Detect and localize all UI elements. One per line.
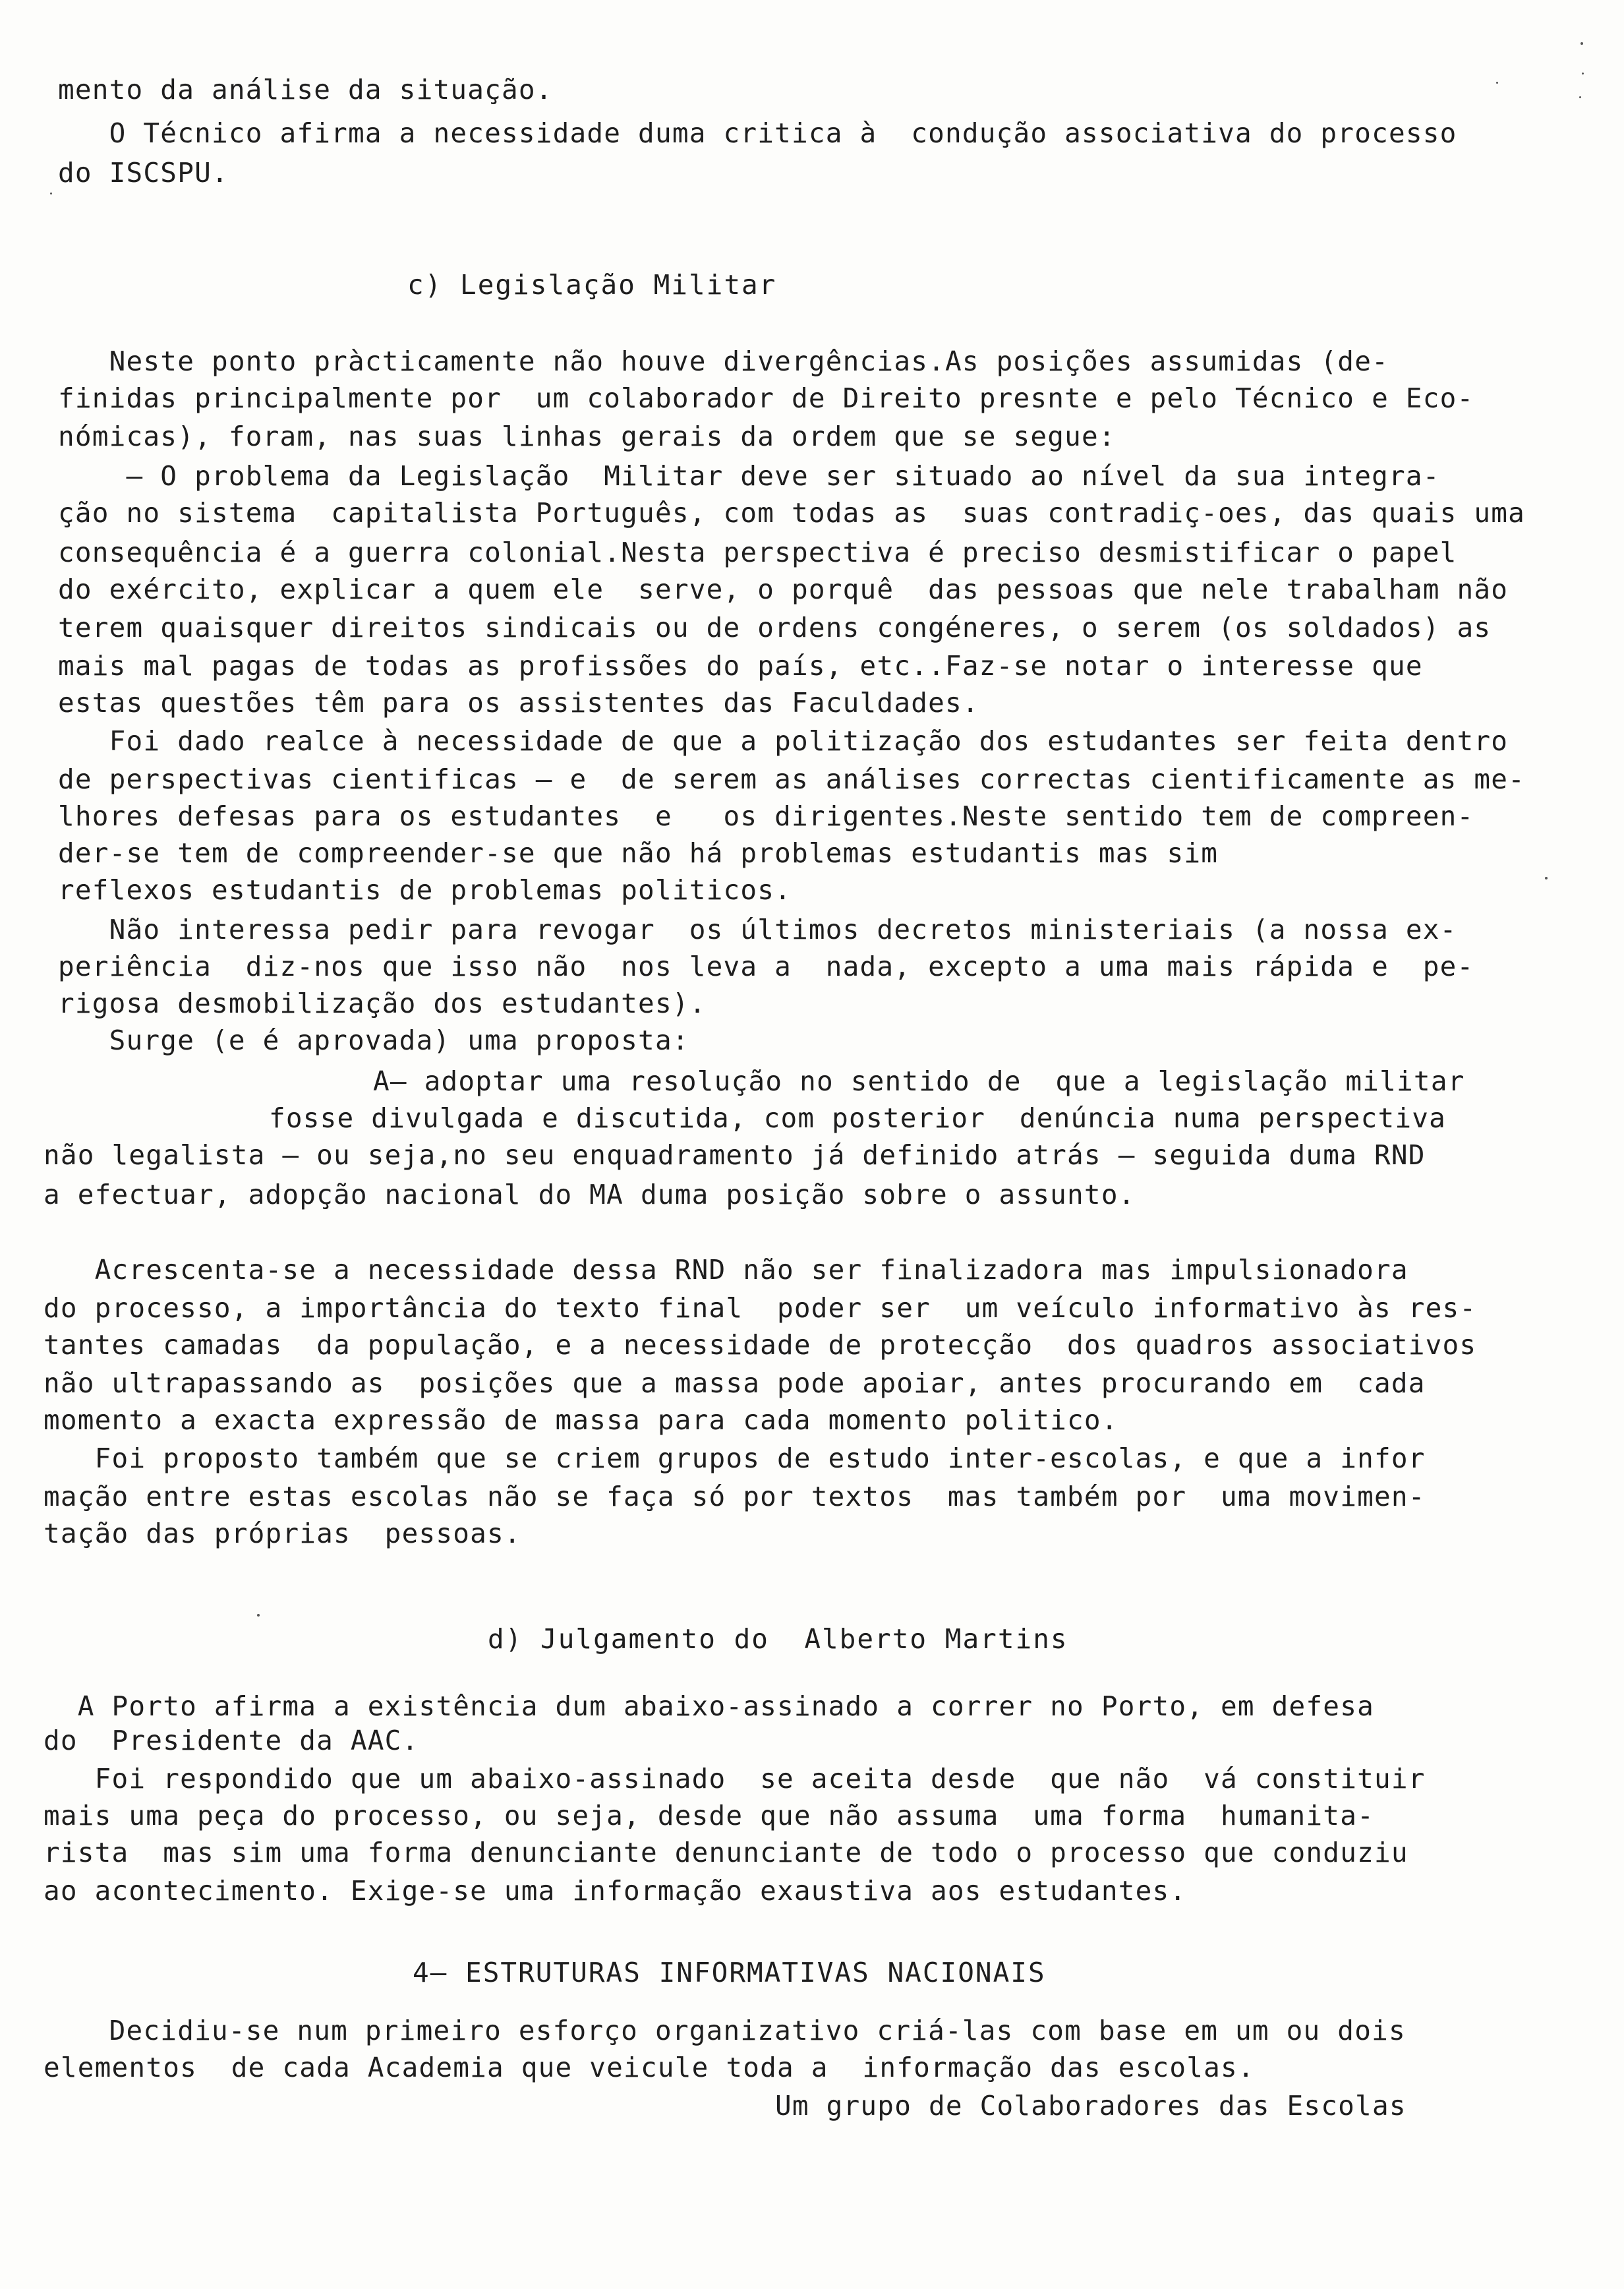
text-line: momento a exacta expressão de massa para cada momento politico. xyxy=(44,1404,1118,1436)
text-line: mação entre estas escolas não se faça só por textos mas também por uma movimen- xyxy=(44,1481,1426,1512)
scan-speck xyxy=(1580,42,1583,45)
text-line: mento da análise da situação. xyxy=(58,74,553,105)
text-line: mais uma peça do processo, ou seja, desde que não assuma uma forma humanita- xyxy=(44,1800,1374,1831)
text-line: tantes camadas da população, e a necessidade de protecção dos quadros associativos xyxy=(44,1329,1477,1361)
text-line: Não interessa pedir para revogar os últimos decretos ministeriais (a nossa ex- xyxy=(58,914,1457,945)
text-line: rista mas sim uma forma denunciante denunciante de todo o processo que conduziu xyxy=(44,1837,1408,1868)
scan-speck xyxy=(1579,96,1581,98)
proposal-line: A— adoptar uma resolução no sentido de que a legislação militar xyxy=(373,1065,1465,1097)
proposal-line: a efectuar, adopção nacional do MA duma posição sobre o assunto. xyxy=(44,1179,1136,1210)
scan-speck xyxy=(50,193,52,194)
text-line: ao acontecimento. Exige-se uma informação exaustiva aos estudantes. xyxy=(44,1875,1187,1907)
signature: Um grupo de Colaboradores das Escolas xyxy=(775,2090,1406,2122)
text-line: der-se tem de compreender-se que não há problemas estudantis mas sim xyxy=(58,837,1219,869)
text-line: do ISCSPU. xyxy=(58,157,229,189)
text-line: do exército, explicar a quem ele serve, o porquê das pessoas que nele trabalham não xyxy=(58,574,1509,605)
text-line: elementos de cada Academia que veicule toda a informação das escolas. xyxy=(44,2052,1255,2083)
text-line: terem quaisquer direitos sindicais ou de ordens congéneres, o serem (os soldados) as xyxy=(58,612,1492,643)
text-line: Decidiu-se num primeiro esforço organizativo criá-las com base em um ou dois xyxy=(58,2015,1406,2046)
text-line: finidas principalmente por um colaborador de Direito presnte e pelo Técnico e Eco- xyxy=(58,382,1474,414)
scan-speck xyxy=(257,1614,260,1617)
text-line: tação das próprias pessoas. xyxy=(44,1518,521,1549)
text-line: Foi proposto também que se criem grupos de estudo inter-escolas, e que a infor xyxy=(44,1442,1426,1474)
text-line: mais mal pagas de todas as profissões do país, etc..Faz-se notar o interesse que xyxy=(58,650,1423,682)
text-line: periência diz-nos que isso não nos leva a nada, excepto a uma mais rápida e pe- xyxy=(58,951,1474,982)
text-line: Acrescenta-se a necessidade dessa RND não ser finalizadora mas impulsionadora xyxy=(44,1254,1408,1286)
text-line: do processo, a importância do texto final poder ser um veículo informativo às res- xyxy=(44,1292,1477,1324)
text-line: não ultrapassando as posições que a massa pode apoiar, antes procurando em cada xyxy=(44,1367,1426,1399)
text-line: — O problema da Legislação Militar deve ser situado ao nível da sua integra- xyxy=(58,460,1440,492)
text-line: de perspectivas cientificas — e de serem as análises correctas cientificamente as me- xyxy=(58,763,1526,795)
text-line: rigosa desmobilização dos estudantes). xyxy=(58,988,707,1019)
scan-speck xyxy=(1545,877,1548,879)
text-line: Surge (e é aprovada) uma proposta: xyxy=(58,1025,689,1056)
section-heading-c: c) Legislação Militar xyxy=(407,269,777,301)
text-line: A Porto afirma a existência dum abaixo-assinado a correr no Porto, em defesa xyxy=(44,1690,1374,1722)
scan-speck xyxy=(1496,82,1498,84)
text-line: consequência é a guerra colonial.Nesta perspectiva é preciso desmistificar o papel xyxy=(58,537,1457,568)
text-line: nómicas), foram, nas suas linhas gerais da ordem que se segue: xyxy=(58,421,1116,452)
text-line: do Presidente da AAC. xyxy=(44,1725,419,1756)
text-line: ção no sistema capitalista Português, com todas as suas contradiç-oes, das quais uma xyxy=(58,497,1526,529)
proposal-line: não legalista — ou seja,no seu enquadramento já definido atrás — seguida duma RND xyxy=(44,1139,1426,1171)
text-line: Foi dado realce à necessidade de que a politização dos estudantes ser feita dentro xyxy=(58,725,1509,757)
text-line: Foi respondido que um abaixo-assinado se aceita desde que não vá constituir xyxy=(44,1763,1426,1795)
scan-speck xyxy=(1582,73,1584,74)
text-line: O Técnico afirma a necessidade duma critica à condução associativa do processo xyxy=(58,117,1457,149)
section-heading-d: d) Julgamento do Alberto Martins xyxy=(488,1623,1068,1655)
section-heading-4: 4— ESTRUTURAS INFORMATIVAS NACIONAIS xyxy=(413,1957,1046,1988)
text-line: reflexos estudantis de problemas politicos. xyxy=(58,874,792,906)
text-line: lhores defesas para os estudantes e os dirigentes.Neste sentido tem de compreen- xyxy=(58,800,1474,832)
text-line: estas questões têm para os assistentes das Faculdades. xyxy=(58,687,979,719)
text-line: Neste ponto pràcticamente não houve divergências.As posições assumidas (de- xyxy=(58,345,1389,377)
proposal-line: fosse divulgada e discutida, com posterior denúncia numa perspectiva xyxy=(269,1102,1447,1134)
